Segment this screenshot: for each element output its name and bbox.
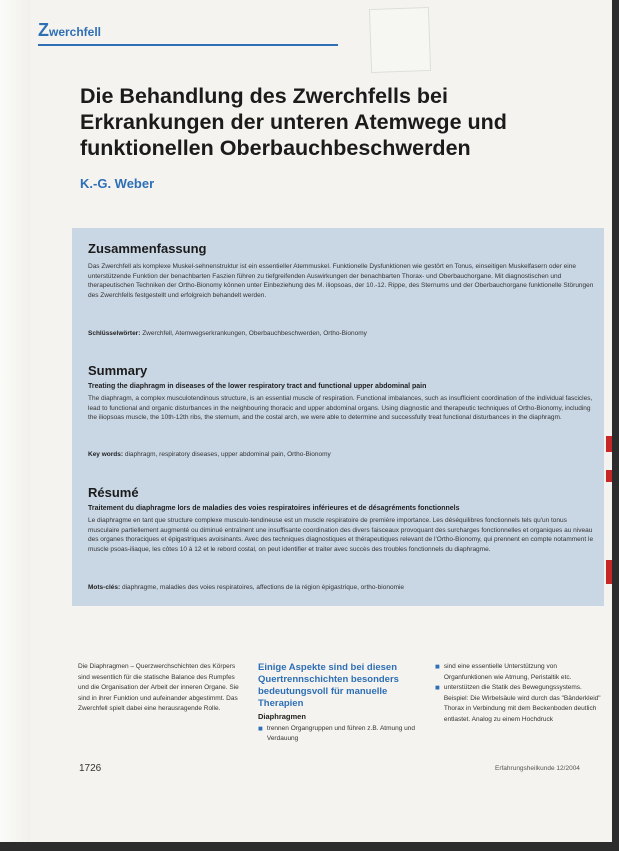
- scan-color-mark: [606, 560, 612, 584]
- header-rule: [38, 44, 338, 46]
- body-column-1: Die Diaphragmen – Querzwerchschichten des Körpers sind wesentlich für die statische Balance des Rumpfes und die Organisation der Arbeit der inneren Organe. Sie sind in ihrer Funktion und aufeinander abgestimmt. Das Zwerchfell spielt dabei eine herausragende Rolle.: [78, 663, 239, 713]
- list-item: [435, 662, 603, 683]
- list-item: [258, 724, 428, 745]
- list-item-text: sind eine essentielle Unterstützung von Organfunktionen wie Atmung, Peristaltik etc.: [443, 663, 572, 681]
- list-item: [435, 683, 603, 725]
- section-label-initial: Z: [38, 20, 49, 40]
- section-label-rest: werchfell: [49, 25, 102, 39]
- keywords-label: Schlüsselwörter:: [88, 330, 141, 337]
- square-bullet-icon: ■: [435, 683, 440, 693]
- summary-keywords: [88, 451, 331, 458]
- article-title: Die Behandlung des Zwerchfells bei Erkrankungen der unteren Atemwege und funktionellen Oberbauchbeschwerden: [80, 84, 507, 160]
- section-label: [38, 20, 101, 41]
- keywords-value: diaphragme, maladies des voies respiratoires, affections de la région épigastrique, ortho-bionomie: [121, 584, 405, 591]
- resume-heading: Résumé: [88, 485, 139, 500]
- paper-tab-flag: [369, 7, 431, 73]
- zusammenfassung-heading: Zusammenfassung: [88, 241, 207, 256]
- list-item-text: trennen Organgruppen und führen z.B. Atmung und Verdauung: [266, 724, 416, 743]
- keywords-label: Mots-clés:: [88, 584, 121, 591]
- square-bullet-icon: ■: [435, 662, 440, 671]
- zusammenfassung-text: Das Zwerchfell als komplexe Muskel-sehnenstruktur ist ein essentieller Atemmuskel. Funktionelle Dysfunktionen wie gestört en Tonus, einseitigen Muskelfasern oder eine unterstützende Funktion der benachbarten Faszien führen zu tiefgreifenden Auswirkungen der benachbarten Thorax- und Oberbauchorgane. Mit diagnostischen und therapeutischen Techniken der Ortho-Bionomy können unter Einbeziehung des M. iliopsoas, der 10.-12. Rippe, des Sternums und der Oberbauchorgane funktionelle Störungen des Zwerchfells festgestellt und erfolgreich behandelt werden.: [88, 263, 594, 299]
- scan-color-mark: [606, 436, 612, 452]
- keywords-label: Key words:: [88, 451, 124, 458]
- keywords-value: diaphragm, respiratory diseases, upper abdominal pain, Ortho-Bionomy: [124, 451, 331, 458]
- resume-keywords: [88, 584, 404, 591]
- resume-text: Le diaphragme en tant que structure complexe musculo-tendineuse est un muscle respiratoire de première importance. Les déséquilibres fonctionnels tels qu'un tonus musculaire partiellement augmenté ou diminué entraînent une insuffisante coordination des divers faisceaux provoquant des surcharges fonctionnelles et organiques au niveau des organes thoraciques et épigastriques avoisinants. Avec des techniques diagnostiques et thérapeutiques relevant de l'Ortho-Bionomy, qui prennent en compte notamment le muscle psoas-iliaque, les côtes 10 à 12 et le rebord costal, on peut identifier et traiter avec succès des troubles fonctionnels du diaphragme.: [88, 517, 594, 553]
- body-column-3: [435, 662, 603, 726]
- summary-text: The diaphragm, a complex musculotendinous structure, is an essential muscle of respiration. Functional imbalances, such as insufficient coordination of the individual fascicles, lead to functional and organic disturbances in the neighbouring thoracic and upper abdominal organs. Using diagnostic and therapeutic techniques of Ortho-Bionomy, including the iliopsoas muscle, the 10th-12th ribs, the sternum, and the costal arch, we were able to determine and successfully treat functional disturbances in the diaphragm.: [88, 395, 593, 422]
- journal-reference: Erfahrungsheilkunde 12/2004: [495, 765, 580, 772]
- section-header: [38, 20, 598, 54]
- article-author: K.-G. Weber: [80, 176, 155, 191]
- body-column-2: [258, 662, 428, 745]
- scan-color-mark: [606, 470, 612, 482]
- zusammenfassung-keywords: [88, 330, 367, 337]
- keywords-value: Zwerchfell, Atemwegserkrankungen, Oberbauchbeschwerden, Ortho-Bionomy: [142, 330, 367, 337]
- column-subheading: Diaphragmen: [258, 712, 306, 721]
- scan-left-margin: [0, 0, 30, 842]
- summary-heading: Summary: [88, 363, 148, 378]
- column-heading: Einige Aspekte sind bei diesen Quertrennschichten besonders bedeutungsvoll für manuelle Therapien: [258, 662, 399, 709]
- page-number: 1726: [79, 763, 102, 774]
- resume-subtitle: Traitement du diaphragme lors de maladies des voies respiratoires inférieures et de désagréments fonctionnels: [88, 505, 460, 512]
- list-item-text: unterstützen die Statik des Bewegungssystems. Beispiel: Die Wirbelsäule wird durch das "Bänderkleid" Thorax in Verbindung mit dem Beckenboden deutlich entlastet. Analog zu einem Hochdruck: [443, 684, 601, 723]
- summary-subtitle: Treating the diaphragm in diseases of the lower respiratory tract and functional upper abdominal pain: [88, 383, 427, 390]
- square-bullet-icon: ■: [258, 723, 263, 733]
